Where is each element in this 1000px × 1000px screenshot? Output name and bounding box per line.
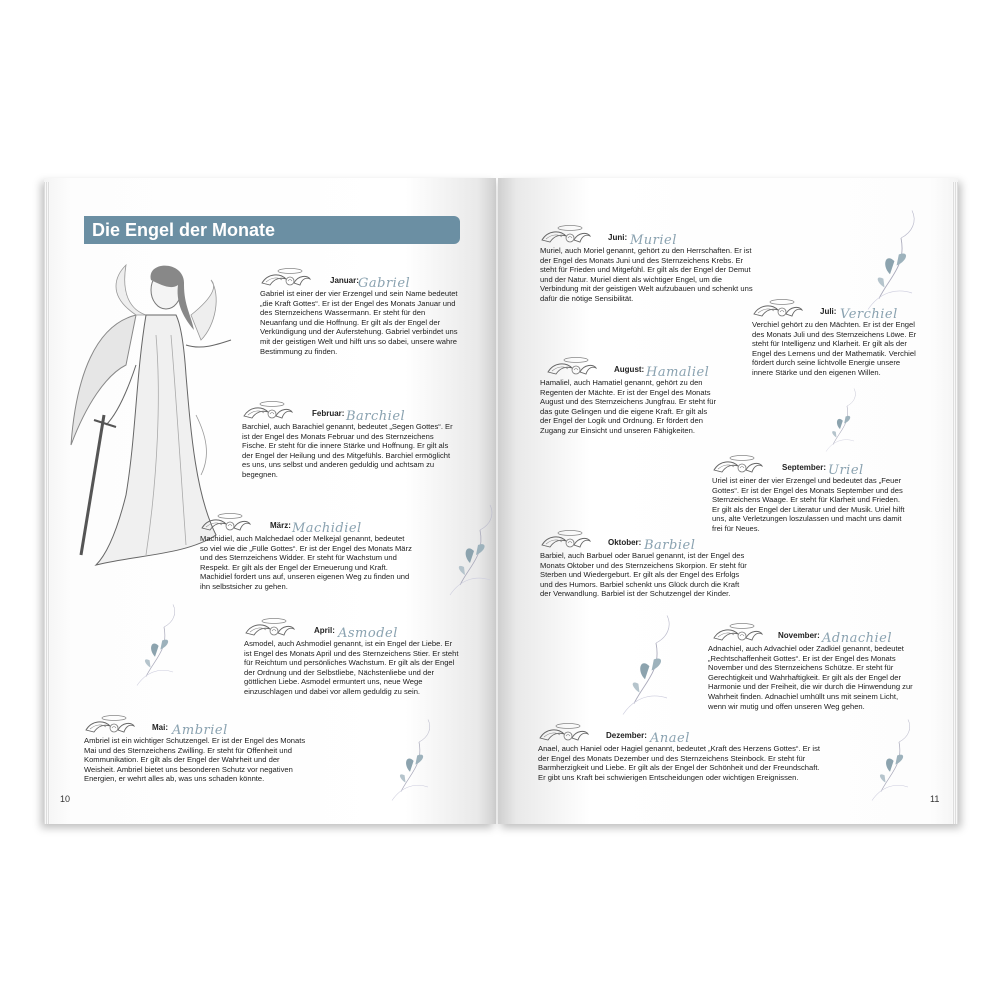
flower-decoration — [610, 610, 680, 720]
angel-wings-icon — [712, 454, 768, 474]
entry-mai — [84, 712, 310, 784]
angel-wings-icon — [242, 400, 298, 420]
month-label: September: — [782, 463, 827, 473]
entry-juni — [540, 222, 760, 304]
entry-dezember — [538, 720, 826, 782]
angel-wings-icon — [84, 714, 140, 734]
angel-wings-icon — [538, 722, 594, 742]
flower-decoration — [820, 385, 860, 455]
entry-text: Asmodel, auch Ashmodiel genannt, ist ein Engel der Liebe. Er ist Engel des Monats April und des Sternzeichens Stier. Er steht für Reichtum und persönliches Wachstum. Er gilt als der Engel der Ordnung und der Selbstliebe, Nächstenliebe und der göttlichen Liebe. Asmodel ermuntert uns, neue Wege einzuschlagen und dabei vor allem geduldig zu sein. — [244, 639, 459, 696]
month-label: März: — [270, 521, 291, 531]
month-label: November: — [778, 631, 820, 641]
entry-maerz — [200, 510, 412, 592]
angel-name: Adnachiel — [822, 631, 892, 647]
angel-name: Machidiel — [292, 521, 362, 537]
flower-decoration — [445, 500, 495, 600]
month-label: Mai: — [152, 723, 168, 733]
entry-november — [708, 620, 916, 711]
entry-september — [712, 452, 908, 534]
month-label: Januar: — [330, 276, 359, 286]
flower-decoration — [865, 715, 915, 805]
angel-wings-icon — [540, 224, 596, 244]
month-label: Februar: — [312, 409, 345, 419]
entry-text: Anael, auch Haniel oder Hagiel genannt, bedeutet „Kraft des Herzens Gottes“. Er ist der Engel des Monats Dezember und des Sternzeichens Steinbock. Er steht für Barmherzigkeit und Liebe. Er gilt als der Engel der Schönheit und der Freundschaft. Er gibt uns Kraft bei schwierigen Entscheidungen oder wichtigen Ereignissen. — [538, 744, 820, 782]
angel-name: Muriel — [630, 233, 677, 249]
entry-februar — [242, 398, 460, 480]
angel-wings-icon — [200, 512, 256, 532]
month-label: August: — [614, 365, 645, 375]
angel-wings-icon — [540, 529, 596, 549]
entry-text: Machidiel, auch Malchedael oder Melkejal genannt, bedeutet so viel wie die „Fülle Gottes“. Er ist der Engel des Monats März und des Sternzeichens Widder. Er steht für Wachstum und Respekt. Er gilt als der Engel der Erneuerung und Kraft. Machidiel fordert uns auf, unseren eigenen Weg zu finden und ihn selbstsicher zu gehen. — [200, 534, 412, 591]
angel-name: Barchiel — [346, 409, 406, 425]
angel-name: Anael — [650, 731, 690, 747]
entry-juli — [752, 296, 920, 378]
entry-text: Muriel, auch Moriel genannt, gehört zu den Herrschaften. Er ist der Engel des Monats Juni und des Sternzeichens Krebs. Er steht für Frieden und Mitgefühl. Er gilt als der Engel der Demut und der Natur. Muriel dient als wichtiger Engel, um die Verbindung mit der geistigen Welt aufzubauen und schenkt uns dafür die nötige Sensibilität. — [540, 246, 753, 303]
entry-april — [244, 615, 460, 697]
page-number-right: 11 — [930, 794, 940, 804]
right-page-edges — [952, 182, 958, 824]
entry-text: Uriel ist einer der vier Erzengel und bedeutet das „Feuer Gottes“. Er ist der Engel des Monats September und des Sternzeichens Waage. Er steht für Klarheit und Frieden. Er gilt als der Engel der Literatur und der Musik. Uriel hilft uns, alte Verletzungen loszulassen und macht uns damit frei für Neues. — [712, 476, 905, 533]
entry-text: Barchiel, auch Barachiel genannt, bedeutet „Segen Gottes“. Er ist der Engel des Monats Februar und des Sternzeichens Fische. Er steht für die innere Stärke und Hoffnung. Er gilt als der Engel der Heilung und des Mitgefühls. Barchiel ermöglicht es uns, uns selbst und anderen geduldig und achtsam zu begegnen. — [242, 422, 453, 479]
entry-text: Barbiel, auch Barbuel oder Baruel genannt, ist der Engel des Monats Oktober und des Sternzeichens Skorpion. Er steht für Sterben und Wiedergeburt. Er gilt als der Engel des Erfolgs und des Humors. Barbiel schenkt uns Glück durch die Kraft der Verwandlung. Barbiel ist der Schutzengel der Kinder. — [540, 551, 747, 599]
angel-name: Hamaliel — [646, 365, 710, 381]
angel-wings-icon — [752, 298, 808, 318]
angel-wings-icon — [546, 356, 602, 376]
entry-text: Hamaliel, auch Hamatiel genannt, gehört zu den Regenten der Mächte. Er ist der Engel des Monats August und des Sternzeichens Jungfrau. Er steht für das gute Gelingen und die eigene Kraft. Er gilt als der Engel der Logik und Ordnung. Er fördert den Zugang zur Einsicht und unseren Fähigkeiten. — [540, 378, 717, 435]
angel-name: Gabriel — [358, 276, 411, 292]
entry-text: Verchiel gehört zu den Mächten. Er ist der Engel des Monats Juli und des Sternzeichens Löwe. Er steht für Intelligenz und Klarheit. Er gilt als der Engel des Lernens und der Mathematik. Verchiel fördert durch seine lichtvolle Energie unsere innere Stärke und den eigenen Willen. — [752, 320, 917, 377]
flower-decoration — [130, 600, 180, 690]
angel-name: Verchiel — [840, 307, 898, 323]
angel-name: Barbiel — [644, 538, 696, 554]
flower-decoration — [385, 715, 435, 805]
angel-wings-icon — [244, 617, 300, 637]
entry-januar — [260, 265, 460, 356]
entry-text: Gabriel ist einer der vier Erzengel und sein Name bedeutet „die Kraft Gottes“. Er ist der Engel des Monats Januar und des Sternzeichens Wassermann. Er steht für den Neuanfang und die Hoffnung. Er gilt als der Engel der Verkündigung und der Auferstehung. Gabriel verbindet uns mit der geistigen Welt und hilft uns so dabei, unsere wahre Bestimmung zu finden. — [260, 289, 458, 356]
month-label: April: — [314, 626, 335, 636]
page-number-left: 10 — [60, 794, 71, 804]
left-page-edges — [44, 182, 50, 824]
month-label: Oktober: — [608, 538, 642, 548]
entry-text: Adnachiel, auch Advachiel oder Zadkiel genannt, bedeutet „Rechtschaffenheit Gottes“. Er ist der Engel des Monats November und des Sternzeichens Schütze. Er steht für Gerechtigkeit und Wahrhaftigkeit. Er gilt als der Engel der Harmonie und der Freiheit, die wir durch die Hinwendung zur Wahrheit finden. Adnachiel umhüllt uns mit seinem Licht, wenn wir mutig und offen unseren Weg gehen. — [708, 644, 913, 711]
angel-name: Uriel — [828, 463, 864, 479]
month-label: Juni: — [608, 233, 628, 243]
month-label: Juli: — [820, 307, 837, 317]
angel-name: Ambriel — [172, 723, 228, 739]
angel-wings-icon — [260, 267, 316, 287]
page-title: Die Engel der Monate — [84, 216, 460, 244]
entry-august — [540, 354, 720, 436]
entry-text: Ambriel ist ein wichtiger Schutzengel. Er ist der Engel des Monats Mai und des Sternzeichens Zwilling. Er steht für Offenheit und Kommunikation. Er gilt als der Engel der Wahrheit und der Weisheit. Ambriel bietet uns besonderen Schutz vor negativen Energien, er wehrt alles ab, was uns schaden könnte. — [84, 736, 306, 784]
angel-wings-icon — [712, 622, 768, 642]
angel-name: Asmodel — [338, 626, 398, 642]
month-label: Dezember: — [606, 731, 647, 741]
entry-oktober — [540, 527, 750, 599]
